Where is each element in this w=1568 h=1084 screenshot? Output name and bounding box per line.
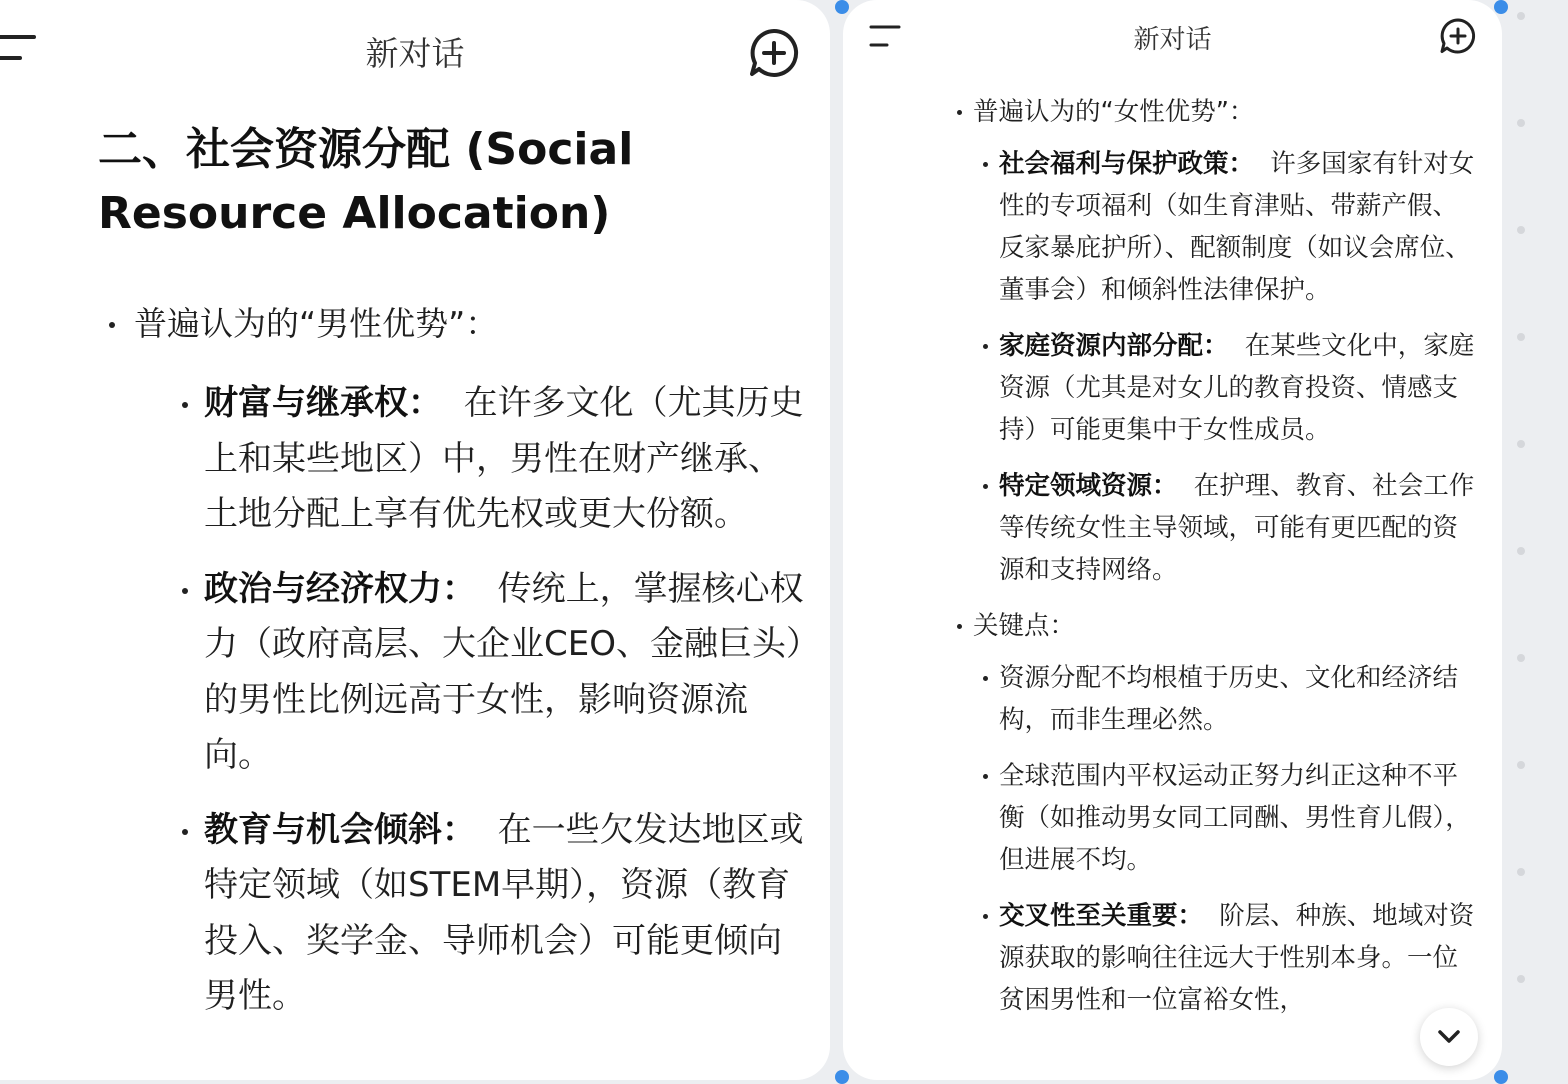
list-item [973,91,1483,591]
item-term: 教育与机会倾斜： [204,809,476,850]
new-chat-icon[interactable] [1439,17,1477,55]
message-content [98,118,810,1047]
scroll-indicator-dot [1517,333,1525,341]
chat-title: 新对话 [1133,25,1212,55]
selection-handle[interactable] [835,1070,849,1084]
list-item [999,755,1483,881]
item-term: 特定领域资源： [999,471,1178,501]
item-text: 在护理、教育、社会工作等传统女性主导领域，可能有更匹配的资源和支持网络。 [999,471,1475,585]
scroll-indicator-dot [1517,761,1525,769]
selection-handle[interactable] [835,0,849,14]
item-term: 政治与经济权力： [204,568,476,609]
scroll-indicator-dot [1517,226,1525,234]
chevron-down-icon [1420,1008,1478,1066]
list-item [999,325,1483,451]
list-item [999,895,1483,1021]
item-term: 交叉性至关重要： [999,901,1204,931]
list-item [999,465,1483,591]
list-item [204,562,810,784]
chat-title: 新对话 [365,34,465,73]
scroll-down-button[interactable] [1420,1008,1478,1066]
bullet-label: 关键点： [973,611,1076,641]
list-item [999,143,1483,311]
scroll-indicator-dot [1517,12,1525,20]
list-item [999,657,1483,741]
item-text: 阶层、种族、地域对资源获取的影响往往远大于性别本身。一位贫困男性和一位富裕女性， [999,901,1475,1015]
item-text: 在某些文化中，家庭资源（尤其是对女儿的教育投资、情感支持）可能更集中于女性成员。 [999,331,1475,445]
item-term: 家庭资源内部分配： [999,331,1229,361]
bullet-label: 普遍认为的“男性优势”： [134,304,499,343]
list-item [204,803,810,1025]
scroll-indicator-dot [1517,119,1525,127]
item-text: 在许多文化（尤其历史上和某些地区）中，男性在财产继承、土地分配上享有优先权或更大份额。 [204,383,804,534]
scroll-indicator-dot [1517,440,1525,448]
message-content [973,91,1483,1035]
list-item [973,605,1483,1021]
scroll-indicator-dot [1517,547,1525,555]
list-item [204,376,810,543]
selection-handle[interactable] [1494,0,1508,14]
item-text: 许多国家有针对女性的专项福利（如生育津贴、带薪产假、反家暴庇护所）、配额制度（如议会席位、董事会）和倾斜性法律保护。 [999,149,1475,305]
list-item [98,298,810,1025]
section-heading: 二、社会资源分配 (Social Resource Allocation) [98,124,634,239]
scroll-indicator-dot [1517,654,1525,662]
right-chat-panel [843,0,1502,1080]
item-text: 传统上，掌握核心权力（政府高层、大企业CEO、金融巨头）的男性比例远高于女性，影响资源流向。 [204,568,804,775]
scroll-indicator-dot [1517,868,1525,876]
item-text: 全球范围内平权运动正努力纠正这种不平衡（如推动男女同工同酬、男性育儿假），但进展不均。 [999,761,1471,875]
scroll-indicator-dot [1517,975,1525,983]
new-chat-icon[interactable] [748,27,800,79]
selection-handle[interactable] [1494,1070,1508,1084]
item-text: 在一些欠发达地区或特定领域（如STEM早期），资源（教育投入、奖学金、导师机会）可能更倾向男性。 [204,809,804,1016]
item-term: 社会福利与保护政策： [999,149,1255,179]
item-term: 财富与继承权： [204,383,442,423]
bullet-label: 普遍认为的“女性优势”： [973,97,1255,127]
item-text: 资源分配不均根植于历史、文化和经济结构，而非生理必然。 [999,663,1459,735]
